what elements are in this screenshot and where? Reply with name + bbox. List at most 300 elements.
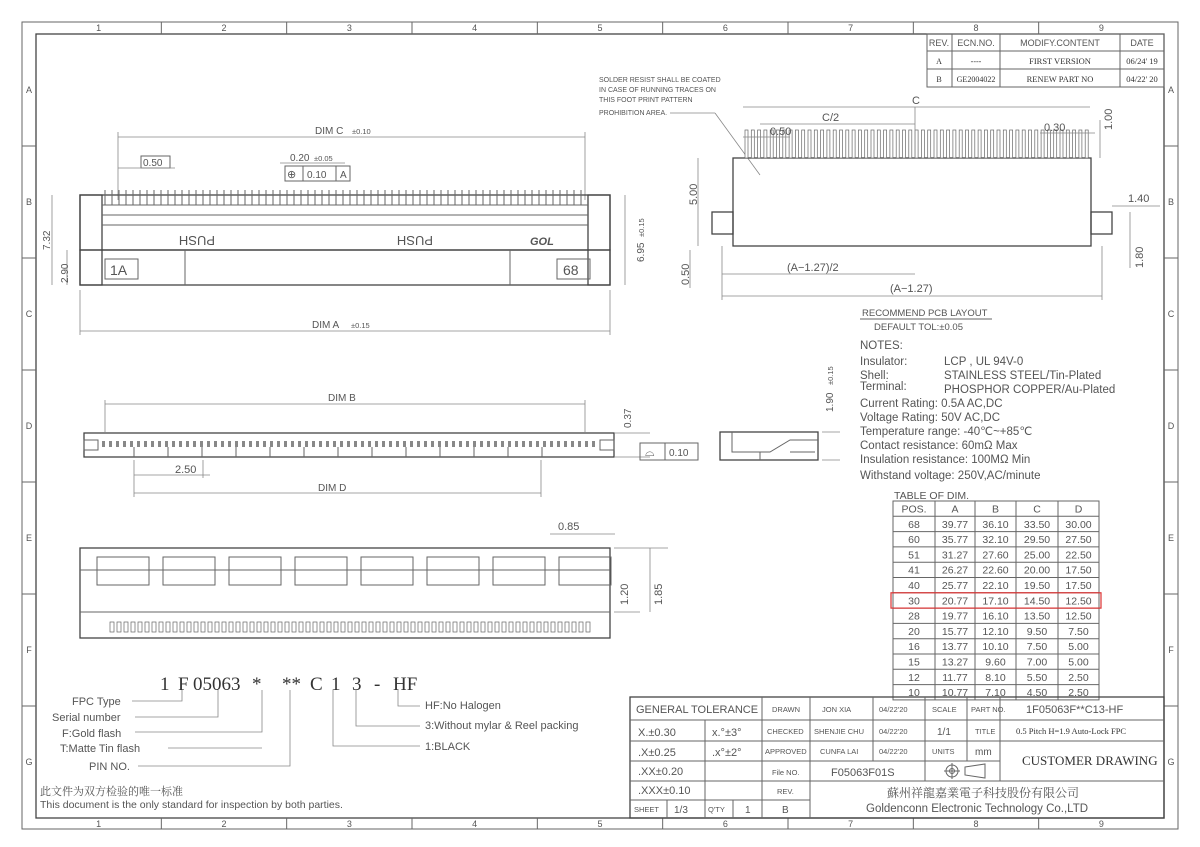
bottom-pin xyxy=(418,622,422,632)
bottom-pin xyxy=(467,622,471,632)
dim-table-cell: 11.77 xyxy=(942,671,968,684)
front-pin xyxy=(193,441,196,447)
front-pin xyxy=(221,441,224,447)
pcb-pad xyxy=(802,130,805,158)
front-side-height: 0.37 xyxy=(623,408,634,428)
scale-label: SCALE xyxy=(932,705,957,714)
pcb-note-2: IN CASE OF RUNNING TRACES ON xyxy=(599,87,716,94)
bottom-pin xyxy=(229,622,233,632)
front-pin xyxy=(186,441,189,447)
dim-table-cell: 28 xyxy=(908,610,920,623)
frame-col-top: 9 xyxy=(1098,23,1104,33)
bottom-pin xyxy=(425,622,429,632)
push-label-left: PUSH xyxy=(178,233,215,248)
front-pin xyxy=(165,441,168,447)
dim-table-cell: 25.77 xyxy=(941,580,969,592)
bottom-dim-2: 1.20 xyxy=(619,583,631,605)
part-code-char: 3 xyxy=(352,674,362,695)
dim-table-cell: 15.77 xyxy=(941,625,969,638)
front-pin xyxy=(200,441,203,447)
dim-table-cell: 2.50 xyxy=(1068,687,1089,700)
top-pitch: 0.50 xyxy=(143,158,163,169)
file-no-label: File NO. xyxy=(772,768,800,777)
bottom-pin xyxy=(257,622,261,632)
frame-row-left: E xyxy=(25,533,33,543)
note-voltage: Voltage Rating: 50V AC,DC xyxy=(860,412,1000,424)
pcb-pad xyxy=(865,130,868,158)
bottom-pin xyxy=(537,622,541,632)
part-code-char: - xyxy=(374,674,381,695)
position-symbol: ⊕ xyxy=(287,169,297,181)
bottom-pin xyxy=(474,622,478,632)
dim-table-cell: 10.10 xyxy=(982,641,1009,654)
bottom-pin xyxy=(110,622,114,632)
approved-date: 04/22'20 xyxy=(879,747,908,756)
part-no-value: 1F05063F**C13-HF xyxy=(1026,704,1124,716)
title-value: 0.5 Pitch H=1.9 Auto-Lock FPC xyxy=(1016,726,1127,736)
bottom-pin xyxy=(411,622,415,632)
bottom-pin xyxy=(138,622,142,632)
pcb-pad xyxy=(966,130,969,158)
pcb-layout xyxy=(599,77,1160,333)
front-pin xyxy=(123,441,126,447)
frame-row-right: B xyxy=(1167,197,1175,207)
code-tin-flash: T:Matte Tin flash xyxy=(60,743,141,755)
rev-header-ecn: ECN.NO. xyxy=(957,38,995,48)
bottom-pin xyxy=(369,622,373,632)
pcb-pad xyxy=(947,130,950,158)
dim-table-cell: 9.50 xyxy=(1026,625,1048,638)
front-pin xyxy=(354,441,357,447)
pcb-pad xyxy=(858,130,861,158)
top-pitch-tol-sub: ±0.05 xyxy=(314,154,333,163)
part-code-char: ** xyxy=(282,674,301,695)
tol-angle-x: x.°±3° xyxy=(712,727,742,739)
datum-letter: A xyxy=(340,170,347,181)
front-pin xyxy=(333,441,336,447)
part-code-char: F xyxy=(178,674,189,695)
front-pin xyxy=(424,441,427,447)
note-insulator-label: Insulator: xyxy=(860,356,908,368)
dim-table-cell: 13.27 xyxy=(941,656,969,669)
dim-table-cell: 7.10 xyxy=(985,687,1006,700)
pcb-pad xyxy=(972,130,975,158)
rev-b-ecn: GE2004022 xyxy=(956,75,996,84)
dim-table-cell: 14.50 xyxy=(1023,595,1051,608)
pcb-pad-length: 1.00 xyxy=(1103,108,1115,130)
height-right-tol: ±0.15 xyxy=(637,218,646,237)
bottom-window xyxy=(427,557,479,585)
dim-table-cell: 20.00 xyxy=(1023,564,1051,577)
pcb-tab-width: 1.40 xyxy=(1128,193,1150,205)
dim-table-cell: 10 xyxy=(908,687,920,700)
note-insulator-value: LCP , UL 94V-0 xyxy=(944,356,1024,368)
bottom-pin xyxy=(586,622,590,632)
code-serial-number: Serial number xyxy=(52,712,121,724)
rev-header-date: DATE xyxy=(1130,38,1154,48)
front-pin xyxy=(263,441,266,447)
pcb-pad xyxy=(1029,130,1032,158)
front-pin xyxy=(431,441,434,447)
pcb-pad xyxy=(758,130,761,158)
front-pin xyxy=(312,441,315,447)
front-pin xyxy=(536,441,539,447)
dim-table-cell: 68 xyxy=(908,518,920,531)
projection-symbol-icon xyxy=(944,763,985,779)
note-current: Current Rating: 0.5A AC,DC xyxy=(860,398,1003,410)
pcb-pad xyxy=(903,130,906,158)
pcb-pad xyxy=(884,130,887,158)
bottom-pin xyxy=(509,622,513,632)
dim-table-cell: 30.00 xyxy=(1065,518,1092,531)
drawn-label: DRAWN xyxy=(772,705,801,714)
bottom-window xyxy=(97,557,149,585)
bottom-pin xyxy=(488,622,492,632)
units-value: mm xyxy=(975,747,992,758)
front-pin xyxy=(172,441,175,447)
title-label: TITLE xyxy=(975,727,996,736)
disclaimer-zh: 此文件为双方检验的唯一标准 xyxy=(40,786,183,798)
pin-1a-label: 1A xyxy=(110,262,128,278)
position-value: 0.10 xyxy=(307,170,327,181)
dim-table-cell: 7.00 xyxy=(1026,656,1048,669)
pcb-half-a: (A−1.27)/2 xyxy=(787,262,839,274)
bottom-pin xyxy=(131,622,135,632)
bottom-pin xyxy=(208,622,212,632)
front-pin xyxy=(515,441,518,447)
notes-block xyxy=(860,340,1115,482)
dim-table-cell: 16 xyxy=(908,641,920,654)
front-pin xyxy=(284,441,287,447)
pcb-pad xyxy=(1035,130,1038,158)
dim-table-cell: 10.77 xyxy=(941,687,969,700)
dim-table-cell: 31.27 xyxy=(941,549,969,562)
general-tolerance: GENERAL TOLERANCE xyxy=(636,704,759,716)
bottom-pin xyxy=(383,622,387,632)
drawn-name: JON XIA xyxy=(822,705,852,714)
pcb-pad xyxy=(940,130,943,158)
front-pin xyxy=(438,441,441,447)
pcb-pad xyxy=(751,130,754,158)
frame-col-top: 3 xyxy=(346,23,352,33)
dim-table-cell: 9.60 xyxy=(985,656,1006,669)
pcb-pad xyxy=(896,130,899,158)
pcb-pad xyxy=(921,130,924,158)
dim-table-cell: 33.50 xyxy=(1023,518,1051,531)
dim-table-cell: 39.77 xyxy=(941,518,969,531)
note-terminal-value: PHOSPHOR COPPER/Au-Plated xyxy=(944,384,1116,396)
dim-table-cell: 20 xyxy=(908,625,920,638)
frame-row-left: B xyxy=(25,197,33,207)
note-contact-res: Contact resistance: 60mΩ Max xyxy=(860,440,1018,452)
front-pin xyxy=(508,441,511,447)
pcb-pad xyxy=(808,130,811,158)
pcb-pad xyxy=(915,130,918,158)
bottom-pin xyxy=(166,622,170,632)
tol-x3: .XXX±0.10 xyxy=(638,785,691,797)
pcb-pad xyxy=(1010,130,1013,158)
bottom-pin xyxy=(481,622,485,632)
front-pin xyxy=(487,441,490,447)
front-pin xyxy=(459,441,462,447)
frame-row-right: F xyxy=(1168,645,1174,655)
front-pin xyxy=(137,441,140,447)
company-name-zh: 蘇州祥龍嘉業電子科技股份有限公司 xyxy=(887,786,1080,800)
rev-label: REV. xyxy=(777,787,794,796)
sheet-label: SHEET xyxy=(634,805,660,814)
code-packing: 3:Without mylar & Reel packing xyxy=(425,720,579,732)
front-pin xyxy=(361,441,364,447)
dim-table-cell: 4.50 xyxy=(1026,687,1048,700)
frame-col-bottom: 1 xyxy=(96,819,102,829)
part-code-char: 1 xyxy=(160,674,170,695)
tol-angle-x1: .x°±2° xyxy=(712,747,742,759)
bottom-dim-3: 1.85 xyxy=(653,583,665,605)
dim-table-cell: 2.50 xyxy=(1068,671,1089,684)
dim-table-cell: 20.77 xyxy=(941,595,969,608)
pcb-pad xyxy=(745,130,748,158)
front-pin xyxy=(592,441,595,447)
top-pin-row xyxy=(105,190,581,205)
front-pin xyxy=(571,441,574,447)
note-shell-label: Shell: xyxy=(860,370,889,382)
bottom-pin xyxy=(124,622,128,632)
revision-table xyxy=(927,34,1164,87)
pcb-pad xyxy=(1085,130,1088,158)
front-pin xyxy=(529,441,532,447)
bottom-dim-1: 0.85 xyxy=(558,521,580,533)
pcb-pad xyxy=(1041,130,1044,158)
bottom-pin xyxy=(495,622,499,632)
file-no-value: F05063F01S xyxy=(831,767,895,779)
pcb-pad xyxy=(1047,130,1050,158)
bottom-pin xyxy=(362,622,366,632)
part-code-char: * xyxy=(252,674,262,695)
top-view xyxy=(42,126,647,335)
front-pin xyxy=(305,441,308,447)
dim-table-cell: 30 xyxy=(908,595,920,608)
bottom-pin xyxy=(187,622,191,632)
front-pin xyxy=(557,441,560,447)
pcb-pad xyxy=(840,130,843,158)
frame-col-top: 4 xyxy=(472,23,478,33)
bottom-pin xyxy=(180,622,184,632)
top-pitch-tol: 0.20 xyxy=(290,153,310,164)
dim-table-cell: 35.77 xyxy=(941,534,969,547)
frame-col-bottom: 9 xyxy=(1098,819,1104,829)
dim-table-cell: 13.77 xyxy=(941,641,969,654)
bottom-pin xyxy=(334,622,338,632)
dim-table-cell: 22.10 xyxy=(982,580,1009,592)
approved-name: CUNFA LAI xyxy=(820,747,859,756)
pcb-pad xyxy=(1022,130,1025,158)
pcb-layout-tol: DEFAULT TOL:±0.05 xyxy=(874,322,963,333)
frame-row-right: A xyxy=(1167,85,1175,95)
dim-table-cell: 12.10 xyxy=(982,625,1009,638)
bottom-window xyxy=(295,557,347,585)
bottom-window xyxy=(559,557,611,585)
checked-name: SHENJIE CHU xyxy=(814,727,865,736)
bottom-pin xyxy=(173,622,177,632)
front-pin xyxy=(158,441,161,447)
approved-label: APPROVED xyxy=(765,747,807,756)
pcb-pad xyxy=(827,130,830,158)
front-pin xyxy=(116,441,119,447)
drawn-date: 04/22'20 xyxy=(879,705,908,714)
bottom-pin xyxy=(432,622,436,632)
front-pin xyxy=(102,441,105,447)
bottom-pin xyxy=(145,622,149,632)
bottom-pin xyxy=(320,622,324,632)
bottom-pin xyxy=(194,622,198,632)
front-pin xyxy=(480,441,483,447)
pcb-note-3: THIS FOOT PRINT PATTERN xyxy=(599,97,693,104)
front-pin xyxy=(326,441,329,447)
title-block xyxy=(630,697,1164,818)
pcb-pitch: 0.50 xyxy=(770,126,792,138)
dim-table-cell: 27.50 xyxy=(1065,534,1092,547)
front-pin xyxy=(550,441,553,447)
dim-table-cell: 7.50 xyxy=(1068,625,1089,638)
bottom-pin xyxy=(460,622,464,632)
bottom-pin xyxy=(285,622,289,632)
frame-col-bottom: 8 xyxy=(973,819,979,829)
tol-x1: .X±0.25 xyxy=(638,747,676,759)
front-pin xyxy=(144,441,147,447)
bottom-pin xyxy=(397,622,401,632)
front-pin xyxy=(417,441,420,447)
bottom-pin xyxy=(306,622,310,632)
frame-row-left: F xyxy=(26,645,32,655)
dim-table-cell: 22.50 xyxy=(1065,549,1092,562)
pcb-pad xyxy=(928,130,931,158)
pin-68-label: 68 xyxy=(563,262,579,278)
checked-date: 04/22'20 xyxy=(879,727,908,736)
dim-table-cell: 7.50 xyxy=(1026,641,1048,654)
frame-row-left: G xyxy=(25,757,33,767)
connector-side-view xyxy=(720,432,818,460)
qty-label: Q'TY xyxy=(708,805,725,814)
bottom-pin xyxy=(530,622,534,632)
units-label: UNITS xyxy=(932,747,955,756)
dim-a-tol: ±0.15 xyxy=(351,321,370,330)
pcb-pad xyxy=(953,130,956,158)
frame-col-bottom: 3 xyxy=(346,819,352,829)
bottom-window xyxy=(163,557,215,585)
bottom-pin xyxy=(278,622,282,632)
note-temperature: Temperature range: -40℃~+85℃ xyxy=(860,426,1033,438)
pcb-pad xyxy=(846,130,849,158)
dim-table-header: C xyxy=(1033,503,1041,516)
bottom-pin xyxy=(390,622,394,632)
part-code xyxy=(40,674,578,811)
dim-d-label: DIM D xyxy=(318,483,347,494)
dim-c-tol: ±0.10 xyxy=(352,127,371,136)
rev-b-date: 04/22' 20 xyxy=(1126,74,1158,84)
dim-table-cell: 12.50 xyxy=(1065,595,1092,608)
front-pin xyxy=(473,441,476,447)
frame-col-bottom: 7 xyxy=(848,819,854,829)
frame-row-right: C xyxy=(1167,309,1175,319)
push-label-right: PUSH xyxy=(396,233,433,248)
bottom-view xyxy=(80,521,668,638)
front-pin xyxy=(466,441,469,447)
bottom-window xyxy=(493,557,545,585)
document-type: CUSTOMER DRAWING xyxy=(1022,753,1158,768)
height-right: 6.95 xyxy=(636,242,647,262)
frame-col-bottom: 2 xyxy=(221,819,227,829)
front-pin xyxy=(382,441,385,447)
dim-table-header: B xyxy=(991,503,1000,516)
frame-col-top: 2 xyxy=(221,23,227,33)
brand-mark: GOL xyxy=(530,236,554,248)
front-pin xyxy=(249,441,252,447)
front-pin xyxy=(564,441,567,447)
pcb-pad xyxy=(764,130,767,158)
bottom-pin xyxy=(404,622,408,632)
pcb-note-1: SOLDER RESIST SHALL BE COATED xyxy=(599,77,721,84)
disclaimer-en: This document is the only standard for inspection by both parties. xyxy=(40,799,343,811)
pcb-pad xyxy=(1060,130,1063,158)
frame-col-top: 5 xyxy=(597,23,603,33)
front-pin xyxy=(270,441,273,447)
frame-col-bottom: 6 xyxy=(722,819,728,829)
dim-table-cell: 32.10 xyxy=(982,534,1009,547)
side-total-tol: ±0.15 xyxy=(826,366,835,385)
pcb-tab-height: 1.80 xyxy=(1134,246,1146,268)
front-pin xyxy=(585,441,588,447)
pcb-pad xyxy=(959,130,962,158)
frame-col-top: 8 xyxy=(973,23,979,33)
side-total-height: 1.90 xyxy=(825,392,836,412)
rev-value: B xyxy=(782,805,789,816)
front-pin xyxy=(347,441,350,447)
dim-table-cell: 17.50 xyxy=(1065,580,1092,592)
pcb-dim-c: C xyxy=(912,95,920,107)
bottom-pin xyxy=(159,622,163,632)
front-spacing: 2.50 xyxy=(175,464,197,476)
front-pin xyxy=(298,441,301,447)
pcb-pad xyxy=(890,130,893,158)
bottom-pin xyxy=(292,622,296,632)
bottom-pin xyxy=(313,622,317,632)
checked-label: CHECKED xyxy=(767,727,804,736)
bottom-pin xyxy=(439,622,443,632)
scale-value: 1/1 xyxy=(937,727,951,738)
part-code-char: HF xyxy=(393,674,418,695)
dim-table-cell: 8.10 xyxy=(985,671,1006,684)
rev-a-ecn: ---- xyxy=(970,57,982,66)
pcb-offset: 0.50 xyxy=(680,263,692,285)
frame-col-top: 1 xyxy=(96,23,102,33)
front-pin xyxy=(235,441,238,447)
bottom-pin xyxy=(117,622,121,632)
pcb-pad xyxy=(1016,130,1019,158)
code-color: 1:BLACK xyxy=(425,741,471,753)
dim-table-header: A xyxy=(951,503,959,516)
bottom-window xyxy=(229,557,281,585)
bottom-pin xyxy=(579,622,583,632)
sheet-value: 1/3 xyxy=(674,805,688,816)
rev-a-content: FIRST VERSION xyxy=(1029,56,1091,66)
dim-table-cell: 13.50 xyxy=(1023,610,1051,623)
front-pin xyxy=(319,441,322,447)
pcb-pad xyxy=(833,130,836,158)
note-insulation-res: Insulation resistance: 100MΩ Min xyxy=(860,454,1031,466)
dim-table-header: D xyxy=(1074,503,1083,516)
front-pin xyxy=(578,441,581,447)
height-total: 7.32 xyxy=(42,230,53,250)
